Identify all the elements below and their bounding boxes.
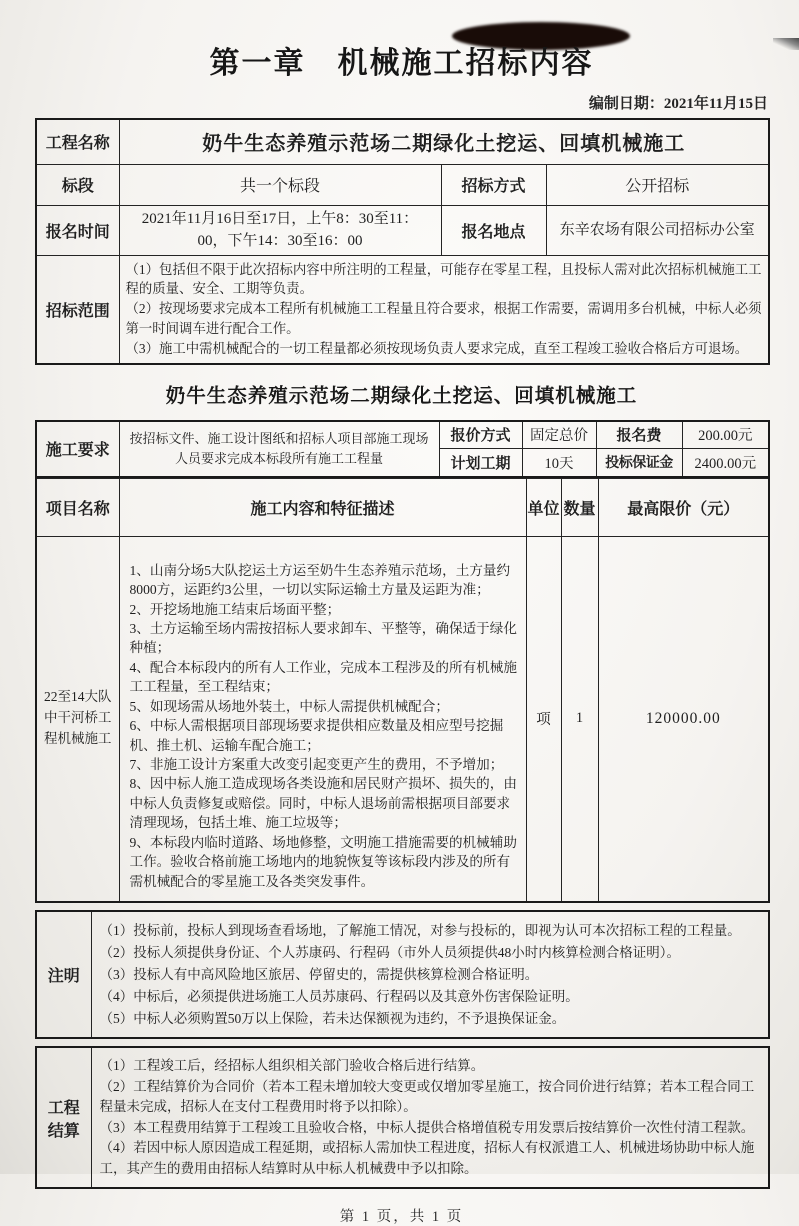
signup-place-label: 报名地点 <box>441 205 546 255</box>
settlement-item: （1）工程竣工后，经招标人组织相关部门验收合格后进行结算。 <box>99 1058 485 1074</box>
table-row <box>36 119 769 164</box>
header-unit: 单位 <box>526 478 561 536</box>
note-item: （4）中标后，必须提供进场施工人员苏康码、行程码以及其意外伤害保险证明。 <box>99 988 579 1004</box>
settlement-item: （2）工程结算价为合同价（若本工程未增加较大变更或仅增加零星施工，按合同价进行结算；若本工程合同工程量未完成，招标人在支付工程费用时将予以扣除）。 <box>99 1078 755 1115</box>
header-content: 施工内容和特征描述 <box>119 478 526 536</box>
qty-value: 1 <box>561 536 598 902</box>
settlement-item: （4）若因中标人原因造成工程延期，或招标人需加快工程进度，招标人有权派遣工人、机械进场协助中标人施工，其产生的费用由招标人结算时从中标人机械费中予以扣除。 <box>99 1140 755 1176</box>
table-row <box>36 205 769 255</box>
notes-label: 注明 <box>36 911 91 1038</box>
date-label: 编制日期：2021年11月15日 <box>588 96 768 112</box>
header-qty: 数量 <box>561 478 598 536</box>
settlement-label: 工程结算 <box>36 1047 91 1188</box>
content-item: 7、非施工设计方案重大改变引起变更产生的费用，不予增加； <box>129 757 504 773</box>
bid-method-label: 招标方式 <box>441 164 546 205</box>
content-cell <box>119 536 526 902</box>
plan-period-label: 计划工期 <box>439 449 522 477</box>
table-row <box>36 536 769 902</box>
content-item: 6、中标人需根据项目部现场要求提供相应数量及相应型号挖掘机、推土机、运输车配合施工； <box>129 718 504 753</box>
bid-bond-label: 投标保证金 <box>596 449 682 477</box>
spacer <box>35 903 768 910</box>
header-max-price: 最高限价（元） <box>598 478 769 536</box>
signup-time-label: 报名时间 <box>36 205 119 255</box>
section-title: 奶牛生态养殖示范场二期绿化土挖运、回填机械施工 <box>165 385 638 407</box>
scope-item: （3）施工中需机械配合的一切工程量都必须按现场负责人要求完成，直至工程竣工验收合格后方可退场。 <box>125 340 749 356</box>
scope-item: （2）按现场要求完成本工程所有机械施工工程量且符合要求，根据工作需要，需调用多台机械，中标人必须第一时间调车进行配合工作。 <box>125 301 762 336</box>
project-name-value: 奶牛生态养殖示范场二期绿化土挖运、回填机械施工 <box>119 119 769 164</box>
table-row <box>36 1047 769 1188</box>
scanned-tender-document <box>0 38 799 1226</box>
section-label: 标段 <box>36 164 119 205</box>
content-item: 9、本标段内临时道路、场地修整，文明施工措施需要的机械辅助工作。验收合格前施工场地内的地貌恢复等该标段内涉及的所有需机械配合的零星施工及各类突发事件。 <box>129 834 517 889</box>
content-item: 3、土方运输至场内需按招标人要求卸车、平整等，确保适于绿化种植； <box>129 620 517 656</box>
requirement-value: 按招标文件、施工设计图纸和招标人项目部施工现场人员要求完成本标段所有施工工程量 <box>119 421 439 477</box>
unit-value: 项 <box>526 536 561 902</box>
table-row <box>36 164 769 205</box>
content-item: 5、如现场需从场地外装土，中标人需提供机械配合； <box>129 698 449 714</box>
quote-method-label: 报价方式 <box>439 421 522 449</box>
project-name-label: 工程名称 <box>36 119 119 164</box>
note-item: （1）投标前，投标人到现场查看场地，了解施工情况，对参与投标的，即视为认可本次招标工程的工程量。 <box>99 923 741 939</box>
item-name: 22至14大队中干河桥工程机械施工 <box>36 536 119 902</box>
content-item: 8、因中标人施工造成现场各类设施和居民财产损坏、损失的，由中标人负责修复或赔偿。同时，中标人退场前需根据项目部要求清理现场，包括土堆、施工垃圾等； <box>129 776 517 831</box>
signup-time-value: 2021年11月16日至17日，上午8：30至11：00，下午14：30至16：00 <box>119 205 441 255</box>
settlement-item: （3）本工程费用结算于工程竣工且验收合格，中标人提供合格增值税专用发票后按结算价一次性付清工程款。 <box>99 1119 755 1135</box>
bid-bond-value: 2400.00元 <box>682 449 769 477</box>
plan-period-value: 10天 <box>522 449 596 477</box>
note-item: （3）投标人有中高风险地区旅居、停留史的，需提供核算检测合格证明。 <box>99 966 539 982</box>
info-table <box>35 118 770 365</box>
settlement-cell <box>91 1047 769 1188</box>
header-item-name: 项目名称 <box>36 478 119 536</box>
signup-fee-value: 200.00元 <box>682 421 769 449</box>
page-title: 第一章 机械施工招标内容 <box>209 47 594 80</box>
page-number: 第 1 页，共 1 页 <box>339 1209 464 1226</box>
requirement-label: 施工要求 <box>36 421 119 477</box>
note-item: （5）中标人必须购置50万以上保险，若未达保额视为违约，不予退换保证金。 <box>99 1010 566 1026</box>
notes-table <box>35 910 770 1039</box>
detail-table <box>35 478 770 903</box>
settlement-table <box>35 1046 770 1189</box>
quote-method-value: 固定总价 <box>522 421 596 449</box>
scope-item: （1）包括但不限于此次招标内容中所注明的工程量，可能存在零星工程，且投标人需对此次招标机械施工工程的质量、安全、工期等负责。 <box>125 261 762 297</box>
signup-fee-label: 报名费 <box>596 421 682 449</box>
scope-cell <box>119 255 769 364</box>
spacer <box>35 1039 768 1046</box>
document-page <box>0 38 799 1226</box>
bid-method-value: 公开招标 <box>546 164 769 205</box>
note-item: （2）投标人须提供身份证、个人苏康码、行程码（市外人员须提供48小时内核算检测合格证明）。 <box>99 944 680 960</box>
section-value: 共一个标段 <box>119 164 441 205</box>
table-row <box>36 255 769 364</box>
max-price-value: 120000.00 <box>598 536 769 902</box>
table-row <box>36 421 769 449</box>
requirements-table <box>35 420 770 478</box>
table-header-row <box>36 478 769 536</box>
signup-place-value: 东辛农场有限公司招标办公室 <box>546 205 769 255</box>
content-item: 2、开挖场地施工结束后场面平整； <box>129 601 341 617</box>
scope-label: 招标范围 <box>36 255 119 364</box>
table-row <box>36 911 769 1038</box>
content-item: 4、配合本标段内的所有人工作业，完成本工程涉及的所有机械施工工程量，至工程结束； <box>129 659 517 695</box>
notes-cell <box>91 911 769 1038</box>
content-item: 1、山南分场5大队挖运土方运至奶牛生态养殖示范场，土方量约8000方，运距约3公里，一切以实际运输土方量及运距为准； <box>129 562 511 598</box>
